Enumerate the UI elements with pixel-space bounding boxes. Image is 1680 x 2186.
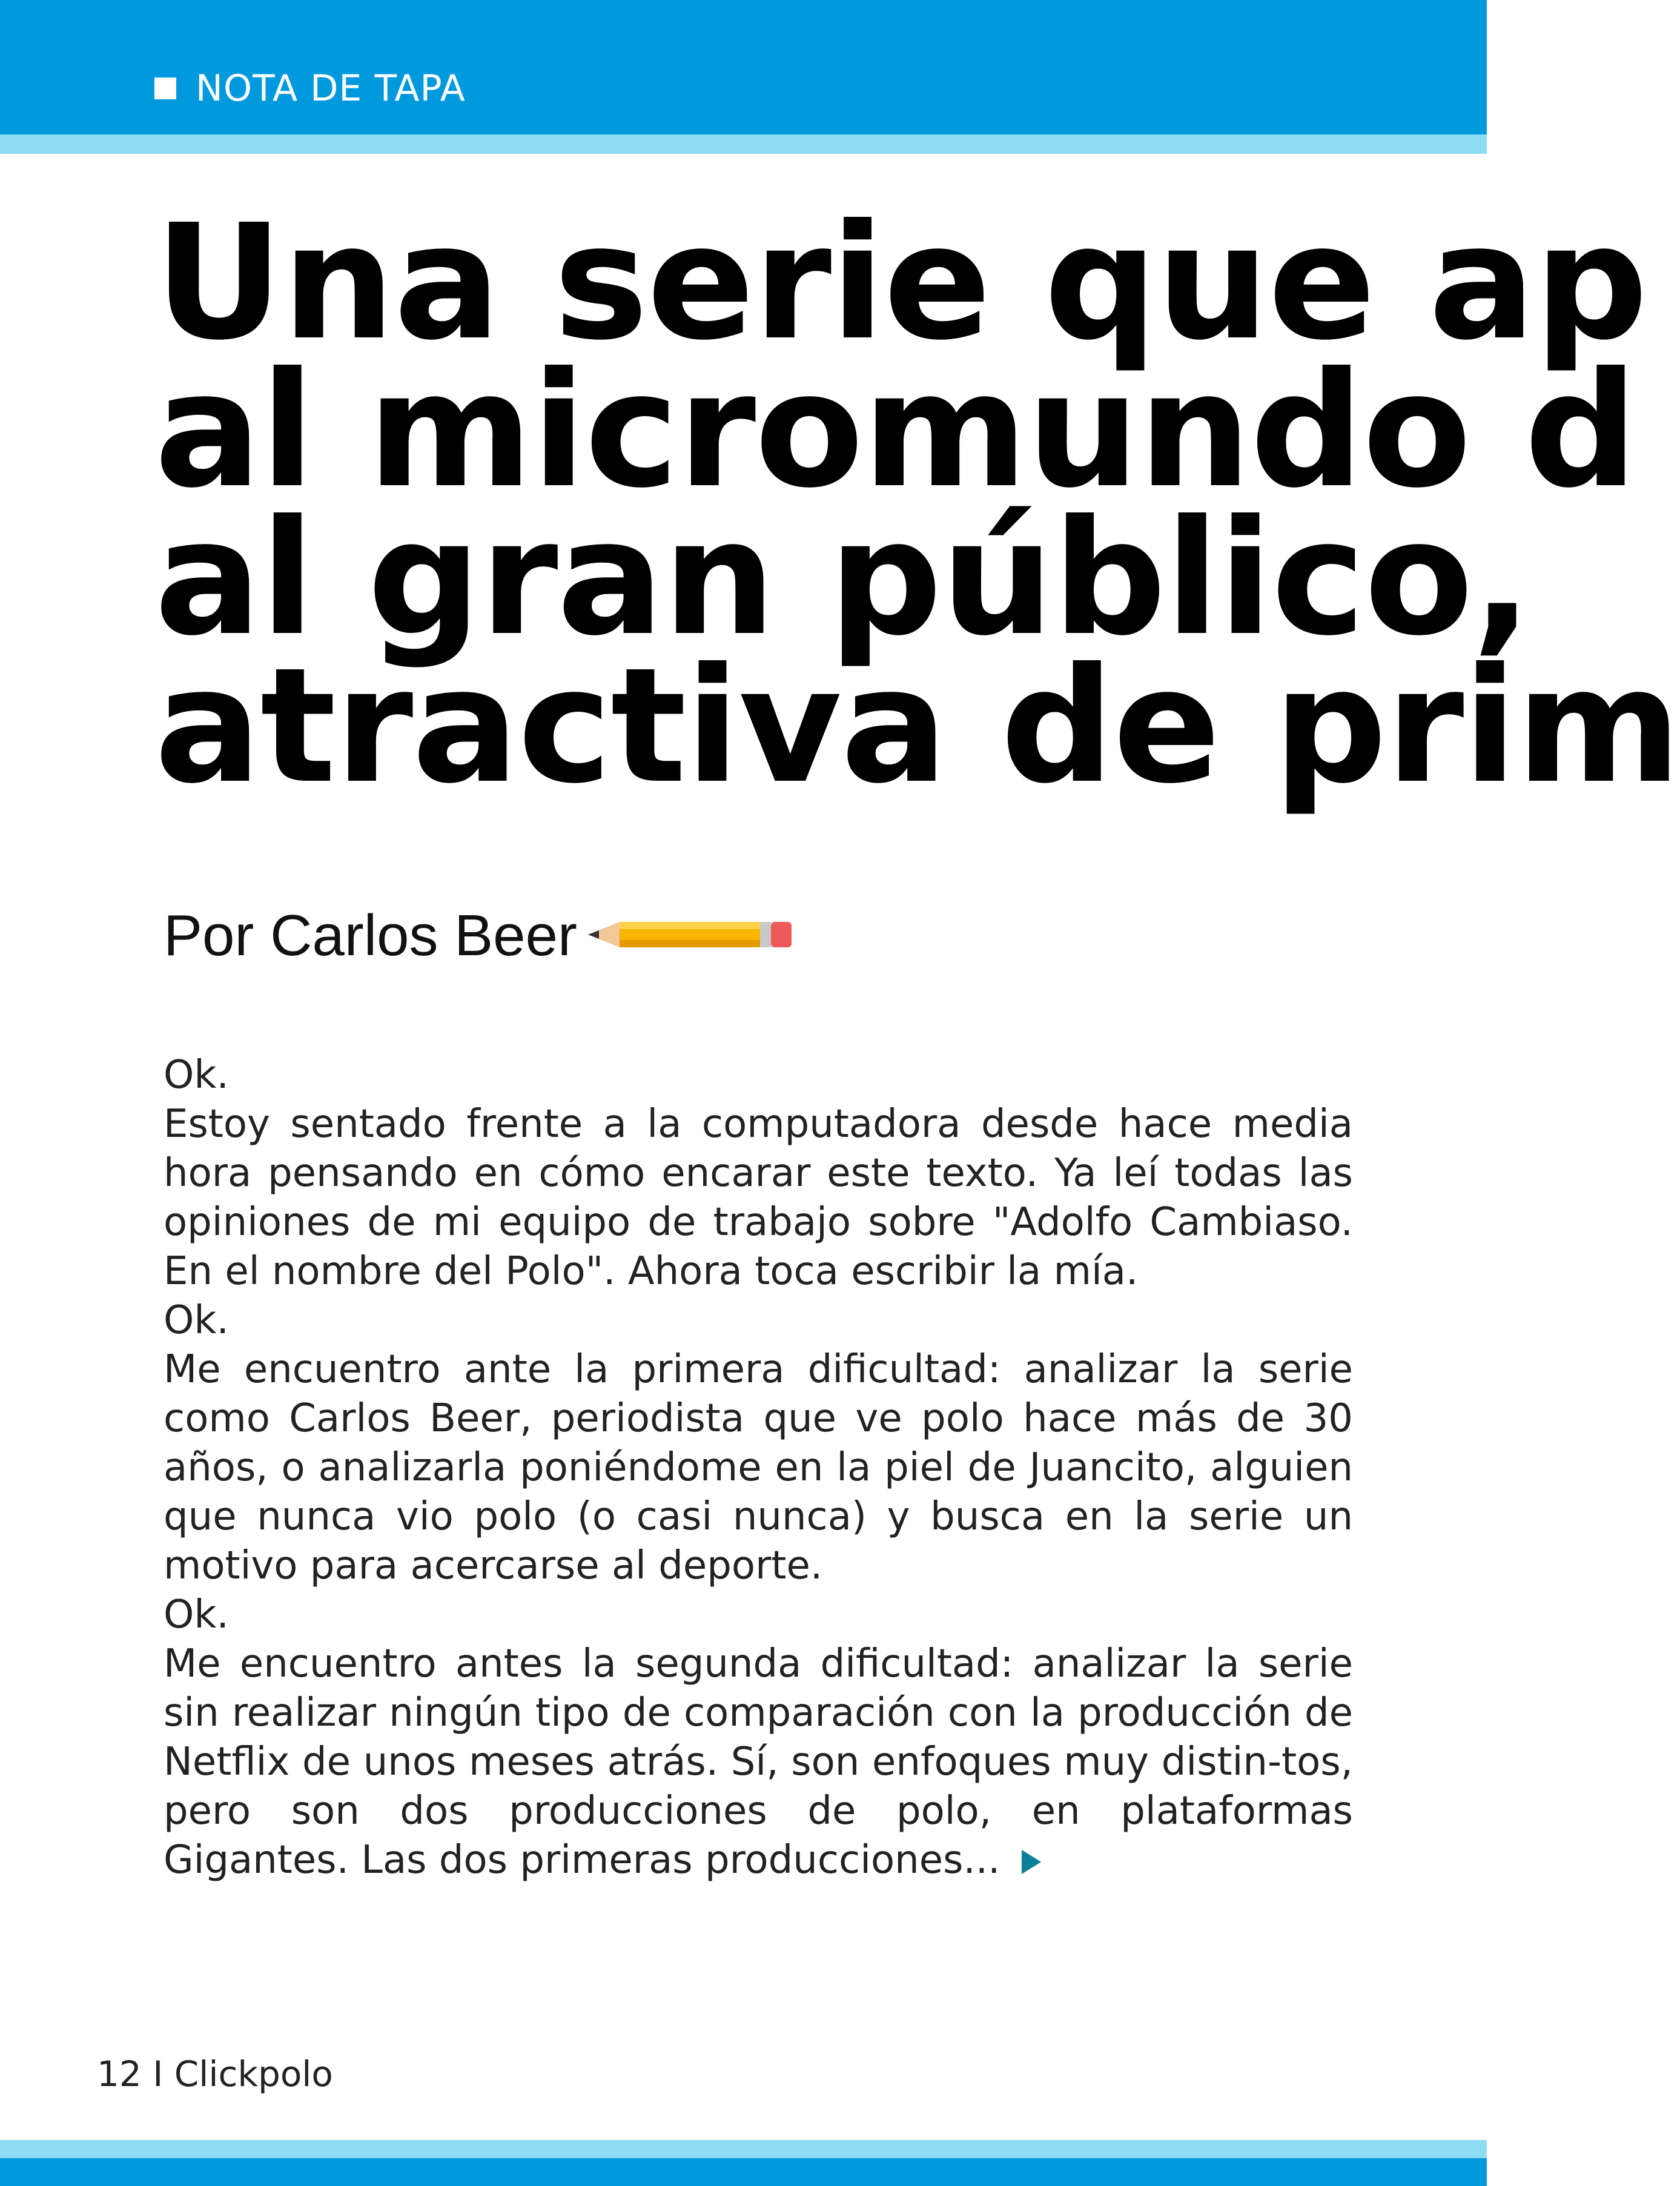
pencil-icon [588, 913, 794, 959]
article-paragraph: Estoy sentado frente a la computadora desde hace media hora pensando en cómo encarar este texto. Ya leí todas las opiniones de mi equipo de trabajo sobre "Adolfo Cambiaso. En el nombre del Polo". Ahora toca escribir la mía. [164, 1102, 1353, 1294]
footer-separator: I [153, 2053, 164, 2095]
article-paragraph-last [164, 1640, 1353, 1885]
header-stripe [0, 134, 1487, 154]
publication-name: Clickpolo [174, 2053, 333, 2095]
footer-stripe [0, 2140, 1487, 2158]
section-label-text: NOTA DE TAPA [196, 67, 466, 110]
article-paragraph-text: Me encuentro antes la segunda dificultad: analizar la serie sin realizar ningún tipo de comparación con la producción de Netflix de unos meses atrás. Sí, son enfoques muy distin-tos, pero son dos producciones de polo, en plataformas Gigantes. Las dos primeras producciones... [164, 1641, 1353, 1883]
page-footer [97, 2053, 333, 2095]
byline [164, 903, 794, 969]
headline-line: al micromundo d [154, 338, 1637, 523]
page-number: 12 [97, 2053, 142, 2095]
article-paragraph: Me encuentro ante la primera dificultad: analizar la serie como Carlos Beer, periodista que ve polo hace más de 30 años, o analizarla poniéndome en la piel de Juancito, alguien que nunca vio polo (o casi nunca) y busca en la serie un motivo para acercarse al deporte. [164, 1347, 1353, 1588]
headline [154, 190, 1680, 818]
article-body [164, 1051, 1353, 1885]
section-label [154, 64, 466, 113]
article-paragraph: Ok. [164, 1592, 229, 1637]
article-paragraph: Ok. [164, 1053, 229, 1098]
article-paragraph: Ok. [164, 1298, 229, 1343]
headline-line: atractiva de prim [154, 634, 1680, 818]
square-bullet-icon [154, 78, 176, 99]
headline-line: al gran público, [154, 486, 1532, 671]
continue-arrow-icon[interactable] [1022, 1850, 1041, 1874]
footer-band [0, 2158, 1487, 2186]
headline-line: Una serie que ap [154, 190, 1647, 375]
author-name: Por Carlos Beer [164, 903, 577, 968]
